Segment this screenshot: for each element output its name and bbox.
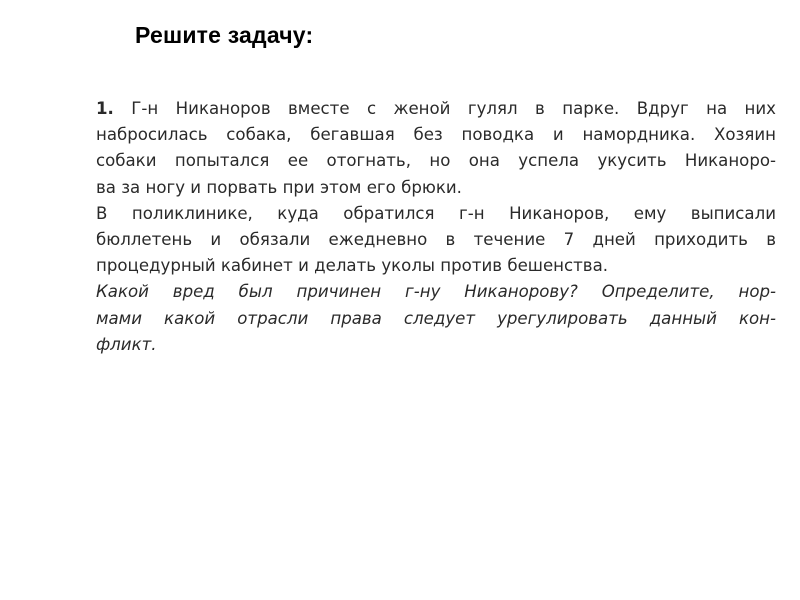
task-number: 1. xyxy=(96,99,114,118)
question-line: мами какой отрасли права следует урегулировать данный кон- xyxy=(96,308,776,328)
task-line: бюллетень и обязали ежедневно в течение 7 дней приходить в xyxy=(96,229,776,249)
task-line-text: Г-н Никаноров вместе с женой гулял в парке. Вдруг на них xyxy=(131,99,776,118)
task-text xyxy=(96,96,776,358)
task-line: процедурный кабинет и делать уколы против бешенства. xyxy=(96,256,609,276)
task-line: В поликлинике, куда обратился г-н Никаноров, ему выписали xyxy=(96,203,776,223)
task-line xyxy=(96,96,776,122)
slide-title: Решите задачу: xyxy=(135,22,314,48)
question-line: Какой вред был причинен г-ну Никанорову? Определите, нор- xyxy=(96,282,776,302)
task-line: собаки попытался ее отогнать, но она успела укусить Никаноро- xyxy=(96,151,776,171)
task-line: ва за ногу и порвать при этом его брюки. xyxy=(96,177,462,197)
question-line: фликт. xyxy=(96,334,157,354)
task-line: набросилась собака, бегавшая без поводка и намордника. Хозяин xyxy=(96,125,776,145)
